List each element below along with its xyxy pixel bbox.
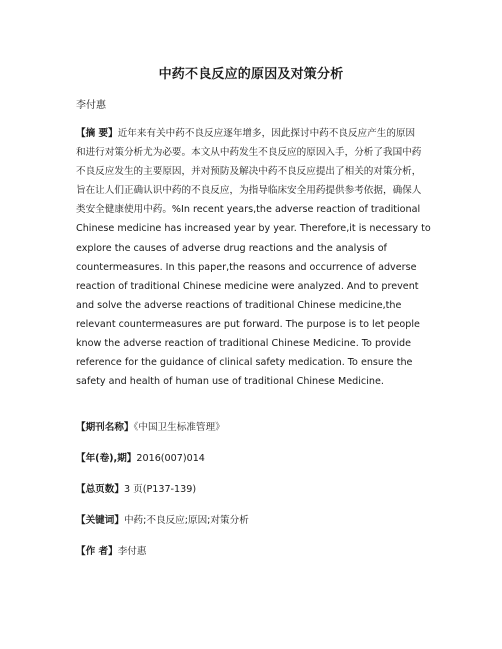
issue-label: 【年(卷),期】 — [76, 453, 137, 464]
abstract-line: relevant countermeasures are put forward. The purpose is to let people — [76, 318, 420, 330]
abstract-line: 不良反应发生的主要原因，并对预防及解决中药不良反应提出了相关的对策分析， — [76, 166, 422, 178]
keywords-label: 【关键词】 — [76, 515, 124, 526]
keywords-field — [76, 512, 249, 526]
abstract-line: reference for the guidance of clinical safety medication. To ensure the — [76, 357, 413, 369]
abstract-label: 【摘 要】 — [76, 128, 118, 139]
pages-label: 【总页数】 — [76, 484, 124, 495]
document-title: 中药不良反应的原因及对策分析 — [158, 67, 344, 82]
abstract-line: 类安全健康使用中药。%In recent years,the adverse reaction of traditional — [76, 204, 421, 216]
abstract-line — [76, 124, 432, 143]
abstract-line: reaction of traditional Chinese medicine were analyzed. And to prevent — [76, 280, 419, 292]
abstract-line: Chinese medicine has increased year by year. Therefore,it is necessary to — [76, 223, 431, 235]
abstract-line: and solve the adverse reactions of traditional Chinese medicine,the — [76, 299, 402, 311]
journal-value: 《中国卫生标准管理》 — [133, 422, 225, 433]
issue-field — [76, 450, 205, 464]
abstract-line: know the adverse reaction of traditional Chinese Medicine. To provide — [76, 338, 411, 350]
pages-field — [76, 481, 196, 495]
journal-field — [76, 419, 225, 433]
abstract-text: 近年来有关中药不良反应逐年增多，因此探讨中药不良反应产生的原因 — [117, 128, 416, 139]
keywords-value: 中药;不良反应;原因;对策分析 — [123, 515, 249, 526]
abstract-line: countermeasures. In this paper,the reasons and occurrence of adverse — [76, 261, 417, 273]
author-label: 【作 者】 — [76, 546, 118, 557]
author-name: 李付惠 — [76, 100, 106, 111]
abstract-line: explore the causes of adverse drug reactions and the analysis of — [76, 242, 387, 254]
author-field — [76, 543, 147, 557]
pages-value: 3 页(P137-139) — [123, 484, 197, 495]
issue-value: 2016(007)014 — [136, 453, 205, 464]
author-value: 李付惠 — [117, 546, 147, 557]
abstract-block — [76, 124, 432, 391]
abstract-line: 旨在让人们正确认识中药的不良反应，为指导临床安全用药提供参考依据，确保人 — [76, 185, 422, 197]
journal-label: 【期刊名称】 — [76, 422, 134, 433]
abstract-line: safety and health of human use of traditional Chinese Medicine. — [76, 376, 384, 388]
abstract-line: 和进行对策分析尤为必要。本文从中药发生不良反应的原因入手，分析了我国中药 — [76, 147, 422, 159]
